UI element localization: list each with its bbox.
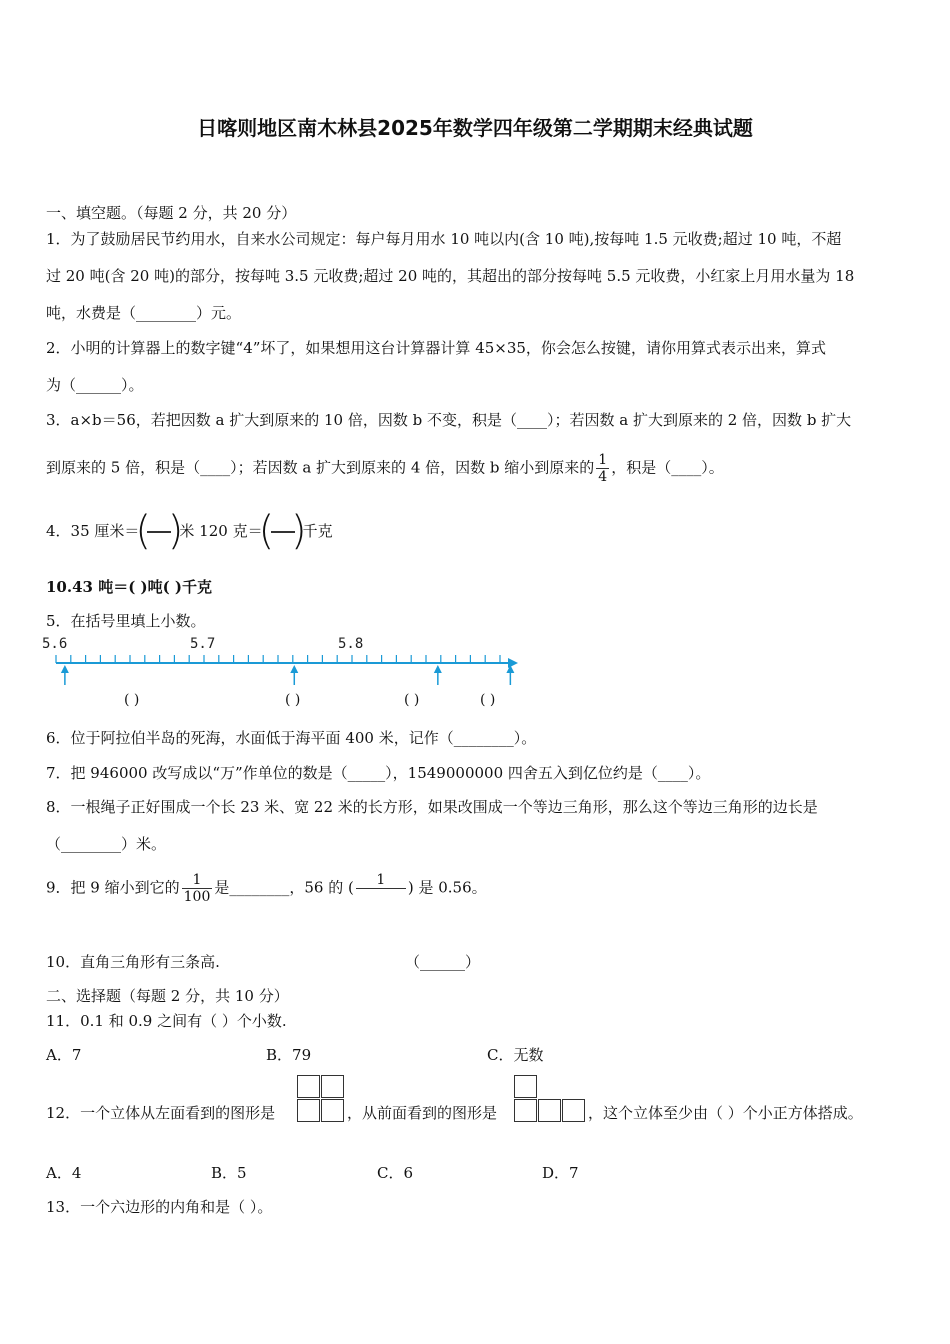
number-line-pointer-head bbox=[434, 665, 442, 673]
figure-cell bbox=[297, 1075, 320, 1098]
q12-part2: ，从前面看到的图形是 bbox=[347, 1104, 498, 1122]
q12-option-a[interactable]: A．4 bbox=[46, 1164, 82, 1182]
number-line-label: 5.7 bbox=[190, 636, 216, 652]
number-line-answer-blank[interactable]: ( ) bbox=[285, 692, 301, 708]
q4-line1 bbox=[46, 508, 333, 554]
q4-part2: 米 120 克＝ bbox=[179, 522, 263, 540]
figure-cell bbox=[514, 1099, 537, 1122]
number-line-pointer-head bbox=[61, 665, 69, 673]
q8-line1: 8．一根绳子正好围成一个长 23 米、宽 22 米的长方形，如果改围成一个等边三角形，那么这个等边三角形的边长是 bbox=[46, 798, 818, 816]
q13-text: 13．一个六边形的内角和是（ ）。 bbox=[46, 1198, 273, 1216]
q9-line bbox=[46, 872, 487, 905]
q6-text: 6．位于阿拉伯半岛的死海，水面低于海平面 400 米，记作（________）。 bbox=[46, 729, 537, 747]
q4-part3: 千克 bbox=[302, 522, 333, 540]
figure-cell bbox=[562, 1099, 585, 1122]
number-line-pointer-head bbox=[290, 665, 298, 673]
number-line-answer-blank[interactable]: ( ) bbox=[124, 692, 140, 708]
q8-line2: （________）米。 bbox=[46, 835, 167, 853]
figure-cell bbox=[538, 1099, 561, 1122]
q9-frac1-num: 1 bbox=[192, 872, 202, 888]
figure-cell bbox=[297, 1099, 320, 1122]
section1-heading: 一、填空题。（每题 2 分，共 20 分） bbox=[46, 204, 297, 222]
q9-fraction2 bbox=[356, 872, 406, 905]
q12-option-b[interactable]: B．5 bbox=[211, 1164, 247, 1182]
number-line-label: 5.8 bbox=[338, 636, 364, 652]
q9-frac2-den-blank[interactable] bbox=[356, 888, 406, 905]
figure-cell bbox=[321, 1075, 344, 1098]
number-line-pointer-head bbox=[506, 665, 514, 673]
q9-part3: ) 是 0.56。 bbox=[407, 878, 487, 897]
q4-blank2[interactable]: ( ) bbox=[258, 508, 307, 554]
q2-line2: 为（______）。 bbox=[46, 376, 144, 394]
q1-line2: 过 20 吨(含 20 吨)的部分，按每吨 3.5 元收费;超过 20 吨的，其超出的部分按每吨 5.5 元收费，小红家上月用水量为 18 bbox=[46, 267, 855, 285]
q12-option-d[interactable]: D．7 bbox=[542, 1164, 579, 1182]
q4-part1: 4．35 厘米＝ bbox=[46, 522, 140, 540]
q3-line1: 3．a×b＝56，若把因数 a 扩大到原来的 10 倍，因数 b 不变，积是（____）；若因数 a 扩大到原来的 2 倍，因数 b 扩大 bbox=[46, 411, 852, 429]
number-line-arrowhead bbox=[508, 658, 518, 668]
left-view-figure bbox=[297, 1075, 345, 1123]
q7-text: 7．把 946000 改写成以“万”作单位的数是（_____），1549000000 四舍五入到亿位约是（____）。 bbox=[46, 764, 711, 782]
q11-option-a[interactable]: A．7 bbox=[46, 1046, 82, 1064]
front-view-figure bbox=[514, 1075, 587, 1123]
q2-line1: 2．小明的计算器上的数字键“4”坏了，如果想用这台计算器计算 45×35，你会怎么按键，请你用算式表示出来，算式 bbox=[46, 339, 826, 357]
page-title: 日喀则地区南木林县2025年数学四年级第二学期期末经典试题 bbox=[197, 116, 753, 140]
q10-answer: （______） bbox=[405, 953, 481, 971]
figure-cell bbox=[321, 1099, 344, 1122]
q3-frac-den: 4 bbox=[598, 469, 608, 485]
q3-line2a: 到原来的 5 倍，积是（____）；若因数 a 扩大到原来的 4 倍，因数 b 缩小到原来的 bbox=[46, 458, 595, 477]
number-line-answer-blank[interactable]: ( ) bbox=[480, 692, 496, 708]
q5-text: 5．在括号里填上小数。 bbox=[46, 612, 206, 630]
q3-line2 bbox=[46, 452, 724, 485]
q12-part3: ，这个立体至少由（ ）个小正方体搭成。 bbox=[588, 1104, 863, 1122]
section2-heading: 二、选择题（每题 2 分，共 10 分） bbox=[46, 987, 289, 1005]
q12-part1: 12．一个立体从左面看到的图形是 bbox=[46, 1104, 276, 1122]
q12-option-c[interactable]: C．6 bbox=[377, 1164, 414, 1182]
q11-option-b[interactable]: B．79 bbox=[266, 1046, 312, 1064]
q9-frac1-den: 100 bbox=[183, 889, 211, 905]
number-line-label: 5.6 bbox=[42, 636, 68, 652]
figure-cell bbox=[514, 1075, 537, 1098]
q11-option-c[interactable]: C．无数 bbox=[487, 1046, 544, 1064]
q4-blank1[interactable]: ( ) bbox=[135, 508, 184, 554]
q3-line2b: ，积是（____）。 bbox=[611, 458, 724, 477]
number-line bbox=[40, 634, 530, 714]
q9-part1: 9．把 9 缩小到它的 bbox=[46, 878, 180, 897]
q1-line1: 1．为了鼓励居民节约用水，自来水公司规定：每户每月用水 10 吨以内(含 10 吨),按每吨 1.5 元收费;超过 10 吨，不超 bbox=[46, 230, 842, 248]
q1-line3: 吨，水费是（________）元。 bbox=[46, 304, 242, 322]
q4-line2: 10.43 吨＝( )吨( )千克 bbox=[46, 578, 213, 596]
q9-fraction1 bbox=[182, 872, 213, 905]
number-line-answer-blank[interactable]: ( ) bbox=[404, 692, 420, 708]
q9-frac2-num: 1 bbox=[376, 872, 386, 888]
q9-part2: 是________，56 的 ( bbox=[214, 878, 354, 897]
q3-frac-num: 1 bbox=[598, 452, 608, 468]
q11-text: 11．0.1 和 0.9 之间有（ ）个小数. bbox=[46, 1012, 287, 1030]
q10-text: 10．直角三角形有三条高. bbox=[46, 953, 220, 971]
q3-fraction bbox=[596, 452, 609, 485]
